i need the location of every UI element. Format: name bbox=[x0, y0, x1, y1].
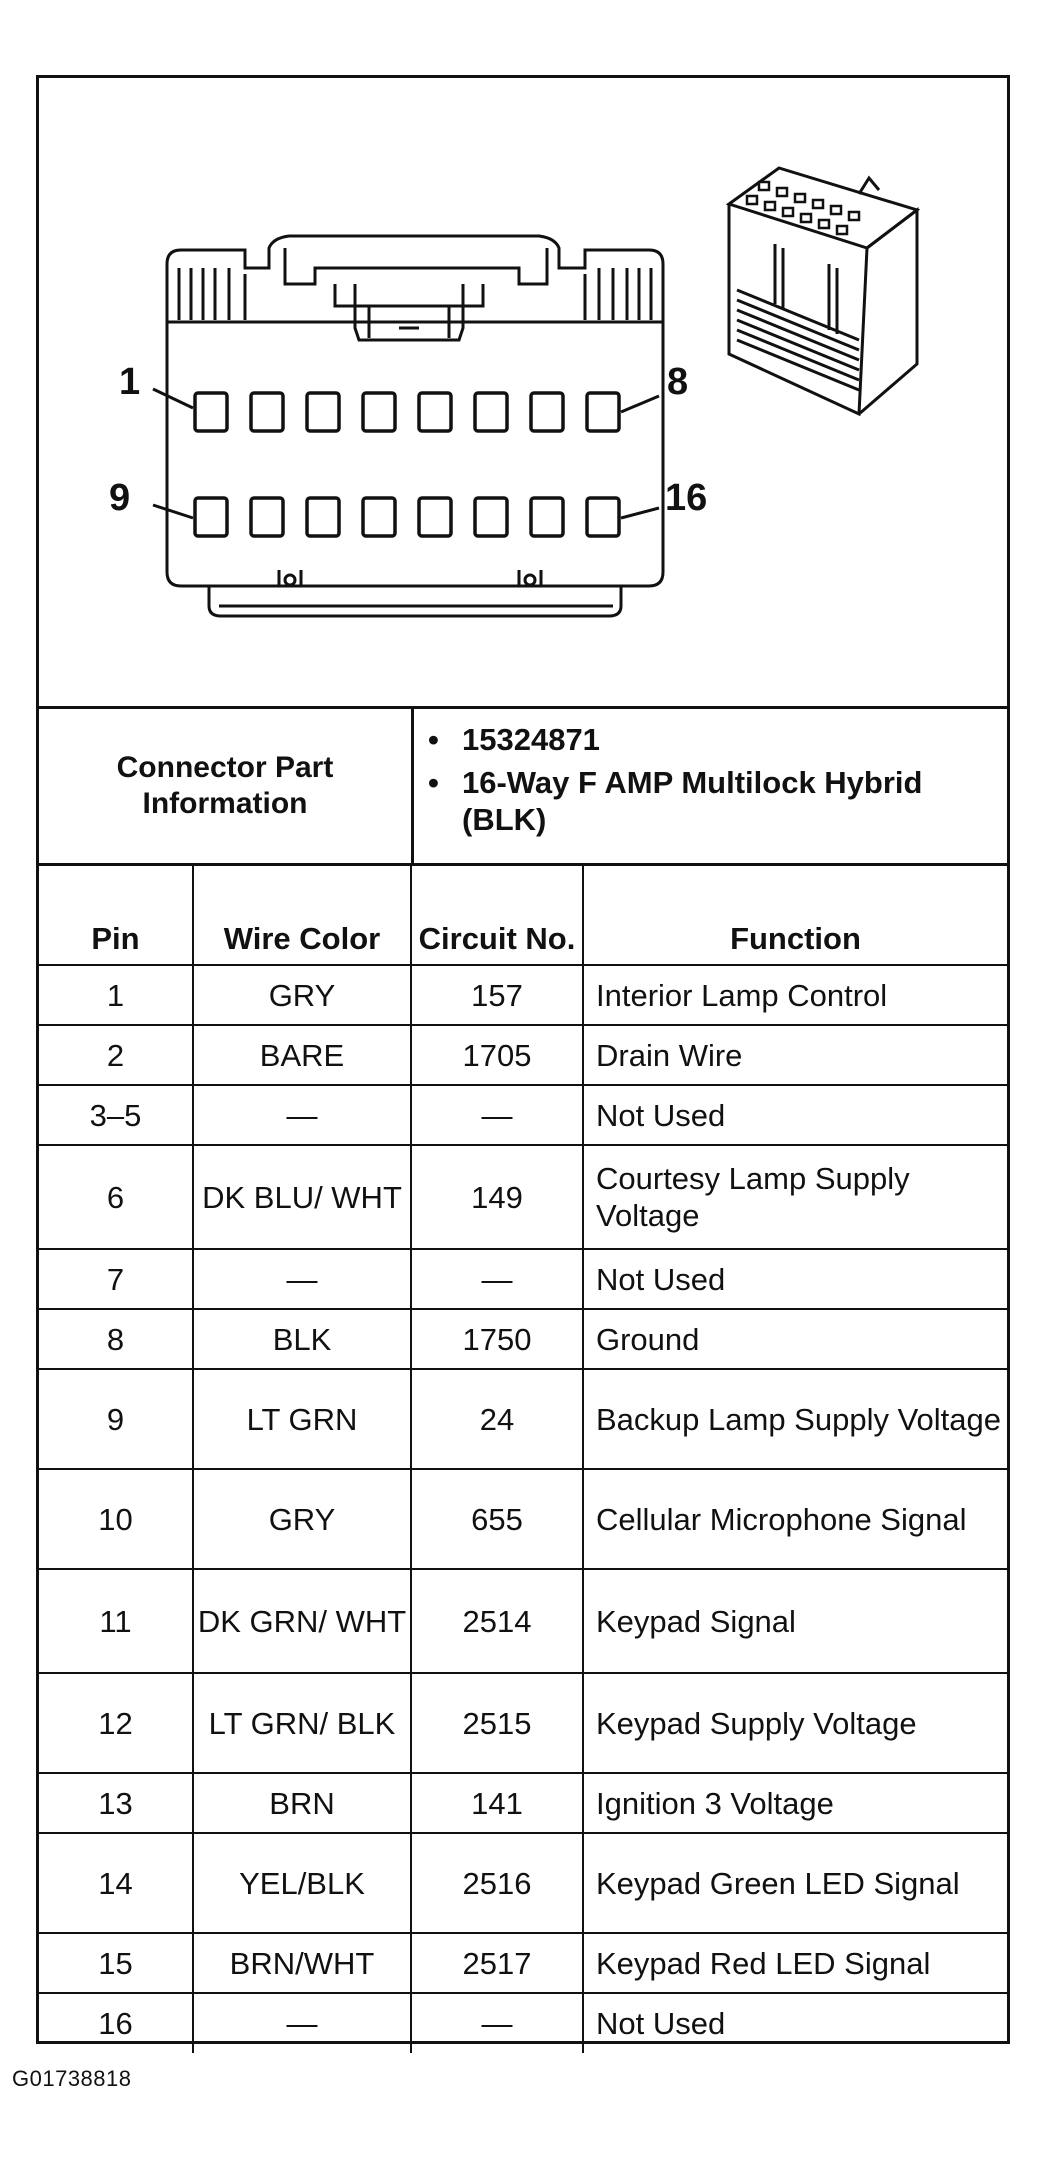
pin-rows bbox=[39, 965, 1007, 2053]
circuit-cell: 2517 bbox=[411, 1933, 583, 1993]
wire-color-cell: BRN/WHT bbox=[193, 1933, 411, 1993]
function-cell: Keypad Green LED Signal bbox=[583, 1833, 1007, 1933]
function-cell: Not Used bbox=[583, 1249, 1007, 1309]
circuit-cell: 141 bbox=[411, 1773, 583, 1833]
latch-arm bbox=[285, 248, 547, 284]
table-row bbox=[39, 965, 1007, 1025]
table-row bbox=[39, 1145, 1007, 1249]
pin-cell: 1 bbox=[39, 965, 193, 1025]
function-cell: Ground bbox=[583, 1309, 1007, 1369]
wire-color-cell: GRY bbox=[193, 1469, 411, 1569]
wire-color-cell: DK BLU/ WHT bbox=[193, 1145, 411, 1249]
pin-cell: 11 bbox=[39, 1569, 193, 1673]
pin-cell: 3–5 bbox=[39, 1085, 193, 1145]
function-cell: Drain Wire bbox=[583, 1025, 1007, 1085]
table-row bbox=[39, 1933, 1007, 1993]
table-row bbox=[39, 1569, 1007, 1673]
wire-color-cell: GRY bbox=[193, 965, 411, 1025]
pin-cell: 10 bbox=[39, 1469, 193, 1569]
function-cell: Keypad Signal bbox=[583, 1569, 1007, 1673]
function-cell: Interior Lamp Control bbox=[583, 965, 1007, 1025]
connector-info-label: Connector Part Information bbox=[39, 709, 414, 863]
callout-pin-16: 16 bbox=[665, 477, 708, 519]
header-function: Function bbox=[583, 863, 1007, 965]
connector-info-values bbox=[414, 709, 1007, 863]
function-cell: Keypad Red LED Signal bbox=[583, 1933, 1007, 1993]
wire-color-cell: — bbox=[193, 1249, 411, 1309]
circuit-cell: — bbox=[411, 1085, 583, 1145]
wire-color-cell: — bbox=[193, 1085, 411, 1145]
wire-color-cell: LT GRN/ BLK bbox=[193, 1673, 411, 1773]
pin-cell: 15 bbox=[39, 1933, 193, 1993]
header-pin: Pin bbox=[39, 863, 193, 965]
bottom-flange bbox=[209, 586, 621, 616]
figure-code: G01738818 bbox=[12, 2066, 132, 2091]
function-cell: Cellular Microphone Signal bbox=[583, 1469, 1007, 1569]
circuit-cell: — bbox=[411, 1249, 583, 1309]
function-cell: Keypad Supply Voltage bbox=[583, 1673, 1007, 1773]
callout-pin-8: 8 bbox=[667, 361, 689, 403]
function-cell: Courtesy Lamp Supply Voltage bbox=[583, 1145, 1007, 1249]
function-cell: Ignition 3 Voltage bbox=[583, 1773, 1007, 1833]
diagram-frame bbox=[36, 75, 1010, 2044]
wire-color-cell: BLK bbox=[193, 1309, 411, 1369]
table-row bbox=[39, 1469, 1007, 1569]
table-row bbox=[39, 1249, 1007, 1309]
callout-pin-1: 1 bbox=[119, 361, 141, 403]
table-row bbox=[39, 1833, 1007, 1933]
pin-cell: 2 bbox=[39, 1025, 193, 1085]
pin-cell: 12 bbox=[39, 1673, 193, 1773]
header-wire-color: Wire Color bbox=[193, 863, 411, 965]
pin-cell: 16 bbox=[39, 1993, 193, 2053]
table-row bbox=[39, 1993, 1007, 2053]
circuit-cell: 1705 bbox=[411, 1025, 583, 1085]
table-row bbox=[39, 1773, 1007, 1833]
circuit-cell: 2516 bbox=[411, 1833, 583, 1933]
table-row bbox=[39, 1025, 1007, 1085]
table-row bbox=[39, 1369, 1007, 1469]
circuit-cell: 2514 bbox=[411, 1569, 583, 1673]
function-cell: Not Used bbox=[583, 1085, 1007, 1145]
wire-color-cell: YEL/BLK bbox=[193, 1833, 411, 1933]
wire-color-cell: BRN bbox=[193, 1773, 411, 1833]
table-row bbox=[39, 1673, 1007, 1773]
circuit-cell: 655 bbox=[411, 1469, 583, 1569]
circuit-cell: — bbox=[411, 1993, 583, 2053]
callout-pin-9: 9 bbox=[109, 477, 131, 519]
circuit-cell: 2515 bbox=[411, 1673, 583, 1773]
connector-description: • 16-Way F AMP Multilock Hybrid (BLK) bbox=[462, 764, 1007, 838]
wire-color-cell: BARE bbox=[193, 1025, 411, 1085]
latch-block bbox=[355, 284, 463, 340]
connector-drawing bbox=[39, 78, 1007, 706]
pin-table bbox=[39, 863, 1007, 2053]
header-circuit: Circuit No. bbox=[411, 863, 583, 965]
pin-cell: 14 bbox=[39, 1833, 193, 1933]
circuit-cell: 24 bbox=[411, 1369, 583, 1469]
pin-cell: 7 bbox=[39, 1249, 193, 1309]
connector-part-info bbox=[39, 709, 1007, 866]
circuit-cell: 1750 bbox=[411, 1309, 583, 1369]
circuit-cell: 157 bbox=[411, 965, 583, 1025]
part-number: • 15324871 bbox=[462, 721, 1007, 758]
connector-diagram bbox=[39, 78, 1007, 709]
wire-color-cell: DK GRN/ WHT bbox=[193, 1569, 411, 1673]
table-row bbox=[39, 1309, 1007, 1369]
function-cell: Not Used bbox=[583, 1993, 1007, 2053]
function-cell: Backup Lamp Supply Voltage bbox=[583, 1369, 1007, 1469]
wire-color-cell: — bbox=[193, 1993, 411, 2053]
table-row bbox=[39, 1085, 1007, 1145]
circuit-cell: 149 bbox=[411, 1145, 583, 1249]
wire-color-cell: LT GRN bbox=[193, 1369, 411, 1469]
pin-cell: 9 bbox=[39, 1369, 193, 1469]
pin-cell: 13 bbox=[39, 1773, 193, 1833]
pin-cell: 8 bbox=[39, 1309, 193, 1369]
pin-cell: 6 bbox=[39, 1145, 193, 1249]
